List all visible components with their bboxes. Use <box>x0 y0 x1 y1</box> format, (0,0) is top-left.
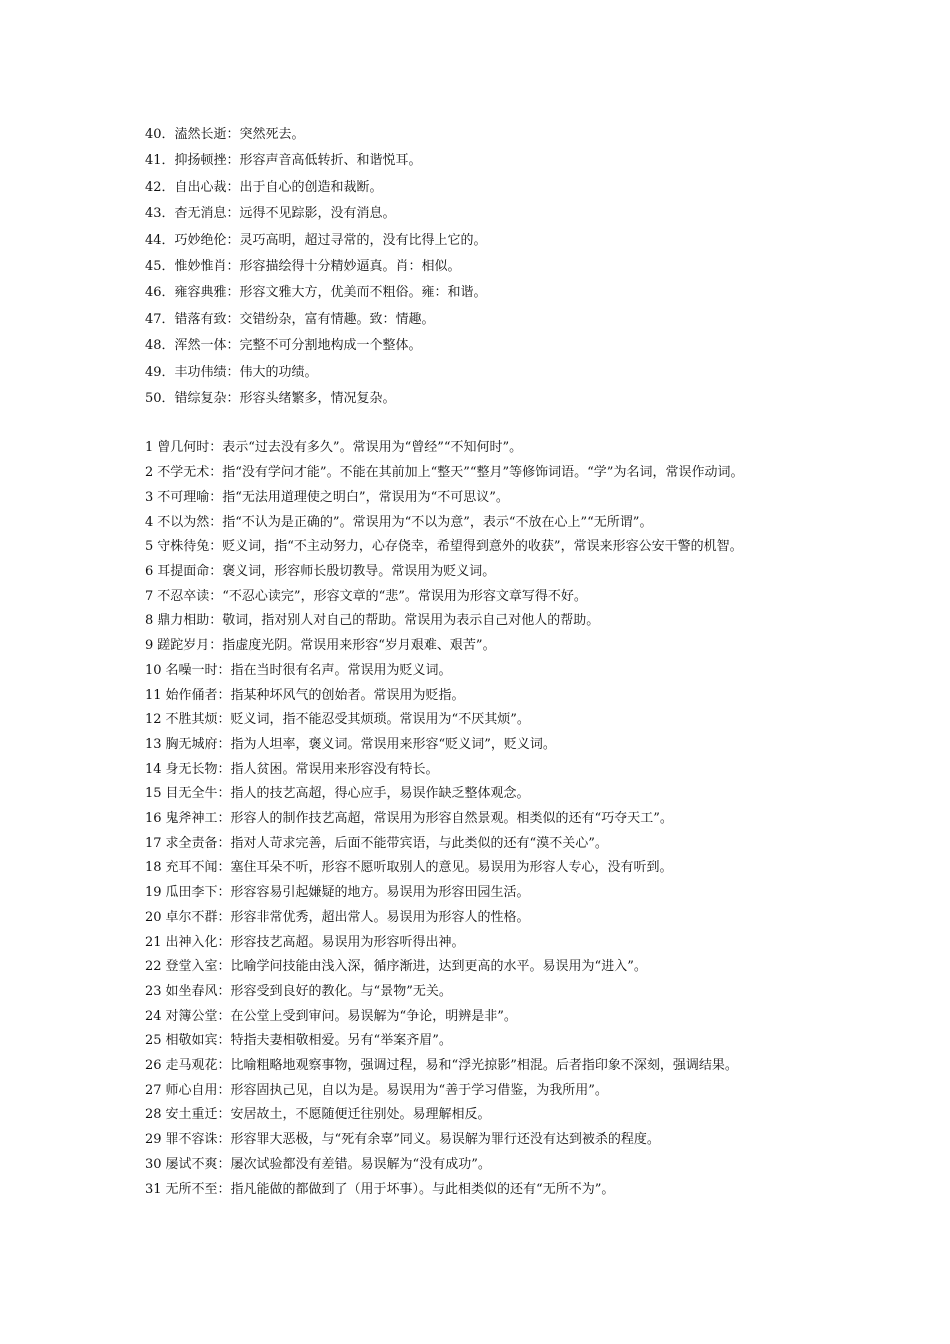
item-text: 丰功伟绩：伟大的功绩。 <box>174 364 318 380</box>
item-number: 10 <box>145 662 162 678</box>
item-number: 46． <box>145 285 175 301</box>
list-item <box>145 881 825 906</box>
item-text: 守株待兔：贬义词，指“不主动努力，心存侥幸，希望得到意外的收获”，常误来形容公安干警的机智。 <box>157 539 743 555</box>
item-number: 18 <box>145 860 162 876</box>
item-text: 瓜田李下：形容容易引起嫌疑的地方。易误用为形容田园生活。 <box>165 885 530 901</box>
list-item <box>145 1005 825 1030</box>
list-item <box>145 906 825 931</box>
item-text: 惟妙惟肖：形容描绘得十分精妙逼真。肖：相似。 <box>174 259 461 275</box>
list-item <box>145 254 825 280</box>
item-text: 不以为然：指“不认为是正确的”。常误用为“不以为意”，表示“不放在心上”“无所谓”。 <box>157 514 653 530</box>
list-item <box>145 148 825 174</box>
list-item <box>145 782 825 807</box>
item-text: 浑然一体：完整不可分割地构成一个整体。 <box>174 338 422 354</box>
item-number: 44． <box>145 232 175 248</box>
item-number: 47． <box>145 311 175 327</box>
list-item <box>145 560 825 585</box>
item-number: 25 <box>145 1033 162 1049</box>
item-text: 充耳不闻：塞住耳朵不听，形容不愿听取别人的意见。易误用为形容人专心，没有听到。 <box>165 860 673 876</box>
list-item <box>145 1054 825 1079</box>
item-number: 7 <box>145 588 154 604</box>
list-item <box>145 535 825 560</box>
item-number: 42． <box>145 179 175 195</box>
item-text: 耳提面命：褒义词，形容师长殷切教导。常误用为贬义词。 <box>157 563 496 579</box>
list-item <box>145 684 825 709</box>
list-item <box>145 708 825 733</box>
item-number: 29 <box>145 1132 162 1148</box>
list-item <box>145 832 825 857</box>
list-item <box>145 1079 825 1104</box>
list-item <box>145 201 825 227</box>
item-text: 曾几何时：表示“过去没有多久”。常误用为“曾经”“不知何时”。 <box>157 440 523 456</box>
item-text: 相敬如宾：特指夫妻相敬相爱。另有“举案齐眉”。 <box>165 1033 452 1049</box>
list-item <box>145 486 825 511</box>
item-text: 不学无术：指“没有学问才能”。不能在其前加上“整天”“整月”等修饰词语。“学”为名词，常误作动词。 <box>157 465 744 481</box>
section-gap <box>145 412 825 436</box>
list-item <box>145 758 825 783</box>
item-text: 始作俑者：指某种坏风气的创始者。常误用为贬指。 <box>165 687 465 703</box>
item-text: 蹉跎岁月：指虚度光阴。常误用来形容“岁月艰难、艰苦”。 <box>157 638 496 654</box>
list-item <box>145 307 825 333</box>
item-number: 22 <box>145 959 162 975</box>
list-item <box>145 436 825 461</box>
item-number: 40． <box>145 127 175 142</box>
item-text: 错落有致：交错纷杂，富有情趣。致：情趣。 <box>174 311 435 327</box>
item-number: 28 <box>145 1107 162 1123</box>
item-number: 21 <box>145 934 162 950</box>
item-text: 自出心裁：出于自心的创造和裁断。 <box>174 179 383 195</box>
list-item <box>145 175 825 201</box>
list-item <box>145 634 825 659</box>
item-number: 12 <box>145 712 162 728</box>
item-number: 30 <box>145 1156 162 1172</box>
list-item <box>145 931 825 956</box>
item-number: 26 <box>145 1058 162 1074</box>
item-number: 5 <box>145 539 154 555</box>
item-number: 23 <box>145 983 162 999</box>
item-number: 6 <box>145 563 154 579</box>
item-text: 雍容典雅：形容文雅大方，优美而不粗俗。雍：和谐。 <box>174 285 487 301</box>
item-text: 目无全牛：指人的技艺高超，得心应手，易误作缺乏整体观念。 <box>165 786 530 802</box>
list-item <box>145 955 825 980</box>
document-page <box>145 122 825 1202</box>
item-text: 卓尔不群：形容非常优秀，超出常人。易误用为形容人的性格。 <box>165 909 530 925</box>
list-item <box>145 1153 825 1178</box>
list-item <box>145 386 825 412</box>
list-item <box>145 333 825 359</box>
item-text: 杳无消息：远得不见踪影，没有消息。 <box>174 206 396 222</box>
list-item <box>145 360 825 386</box>
item-number: 31 <box>145 1181 162 1197</box>
item-text: 走马观花：比喻粗略地观察事物，强调过程，易和“浮光掠影”相混。后者指印象不深刻，强调结果。 <box>165 1058 738 1074</box>
list-item <box>145 609 825 634</box>
item-text: 巧妙绝伦：灵巧高明，超过寻常的，没有比得上它的。 <box>174 232 487 248</box>
item-text: 抑扬顿挫：形容声音高低转折、和谐悦耳。 <box>174 153 422 169</box>
item-number: 13 <box>145 736 162 752</box>
list-item <box>145 807 825 832</box>
item-text: 如坐春风：形容受到良好的教化。与“景物”无关。 <box>165 983 452 999</box>
item-text: 名噪一时：指在当时很有名声。常误用为贬义词。 <box>165 662 452 678</box>
item-text: 罪不容诛：形容罪大恶极，与“死有余辜”同义。易误解为罪行还没有达到被杀的程度。 <box>165 1132 660 1148</box>
item-number: 19 <box>145 885 162 901</box>
item-number: 43． <box>145 206 175 222</box>
item-text: 安土重迁：安居故土，不愿随便迁往别处。易理解相反。 <box>165 1107 491 1123</box>
item-number: 15 <box>145 786 162 802</box>
list-item <box>145 1128 825 1153</box>
item-text: 鼎力相助：敬词，指对别人对自己的帮助。常误用为表示自己对他人的帮助。 <box>157 613 600 629</box>
item-number: 2 <box>145 465 154 481</box>
idiom-list-part-2 <box>145 436 825 1202</box>
item-number: 48． <box>145 338 175 354</box>
item-number: 14 <box>145 761 162 777</box>
item-text: 鬼斧神工：形容人的制作技艺高超，常误用为形容自然景观。相类似的还有“巧夺天工”。 <box>165 811 673 827</box>
list-item <box>145 856 825 881</box>
item-text: 不可理喻：指“无法用道理使之明白”，常误用为“不可思议”。 <box>157 489 509 505</box>
item-number: 45． <box>145 259 175 275</box>
item-text: 溘然长逝：突然死去。 <box>174 127 305 142</box>
list-item <box>145 511 825 536</box>
list-item <box>145 585 825 610</box>
item-text: 求全责备：指对人苛求完善，后面不能带宾语，与此类似的还有“漠不关心”。 <box>165 835 608 851</box>
item-number: 41． <box>145 153 175 169</box>
item-number: 24 <box>145 1008 162 1024</box>
item-number: 8 <box>145 613 154 629</box>
list-item <box>145 1103 825 1128</box>
item-text: 对簿公堂：在公堂上受到审问。易误解为“争论，明辨是非”。 <box>165 1008 517 1024</box>
item-text: 胸无城府：指为人坦率，褒义词。常误用来形容“贬义词”，贬义词。 <box>165 736 556 752</box>
list-item <box>145 1029 825 1054</box>
item-number: 16 <box>145 811 162 827</box>
idiom-list-part-1 <box>145 122 825 412</box>
item-number: 11 <box>145 687 162 703</box>
item-text: 身无长物：指人贫困。常误用来形容没有特长。 <box>165 761 439 777</box>
item-text: 师心自用：形容固执己见，自以为是。易误用为“善于学习借鉴，为我所用”。 <box>165 1082 608 1098</box>
item-number: 49． <box>145 364 175 380</box>
list-item <box>145 280 825 306</box>
item-number: 20 <box>145 909 162 925</box>
list-item <box>145 228 825 254</box>
item-number: 4 <box>145 514 154 530</box>
item-text: 登堂入室：比喻学问技能由浅入深，循序渐进，达到更高的水平。易误用为“进入”。 <box>165 959 647 975</box>
item-text: 屡试不爽：屡次试验都没有差错。易误解为“没有成功”。 <box>165 1156 491 1172</box>
item-number: 3 <box>145 489 154 505</box>
item-text: 无所不至：指凡能做的都做到了（用于坏事）。与此相类似的还有“无所不为”。 <box>165 1181 615 1197</box>
item-text: 出神入化：形容技艺高超。易误用为形容听得出神。 <box>165 934 465 950</box>
item-number: 27 <box>145 1082 162 1098</box>
list-item <box>145 461 825 486</box>
item-text: 不忍卒读：“不忍心读完”，形容文章的“悲”。常误用为形容文章写得不好。 <box>157 588 587 604</box>
item-number: 17 <box>145 835 162 851</box>
item-number: 9 <box>145 638 154 654</box>
item-number: 1 <box>145 440 154 456</box>
item-number: 50． <box>145 391 175 407</box>
item-text: 不胜其烦：贬义词，指不能忍受其烦琐。常误用为“不厌其烦”。 <box>165 712 530 728</box>
list-item <box>145 733 825 758</box>
list-item <box>145 122 825 148</box>
list-item <box>145 980 825 1005</box>
item-text: 错综复杂：形容头绪繁多，情况复杂。 <box>174 391 396 407</box>
list-item <box>145 1178 825 1203</box>
list-item <box>145 659 825 684</box>
